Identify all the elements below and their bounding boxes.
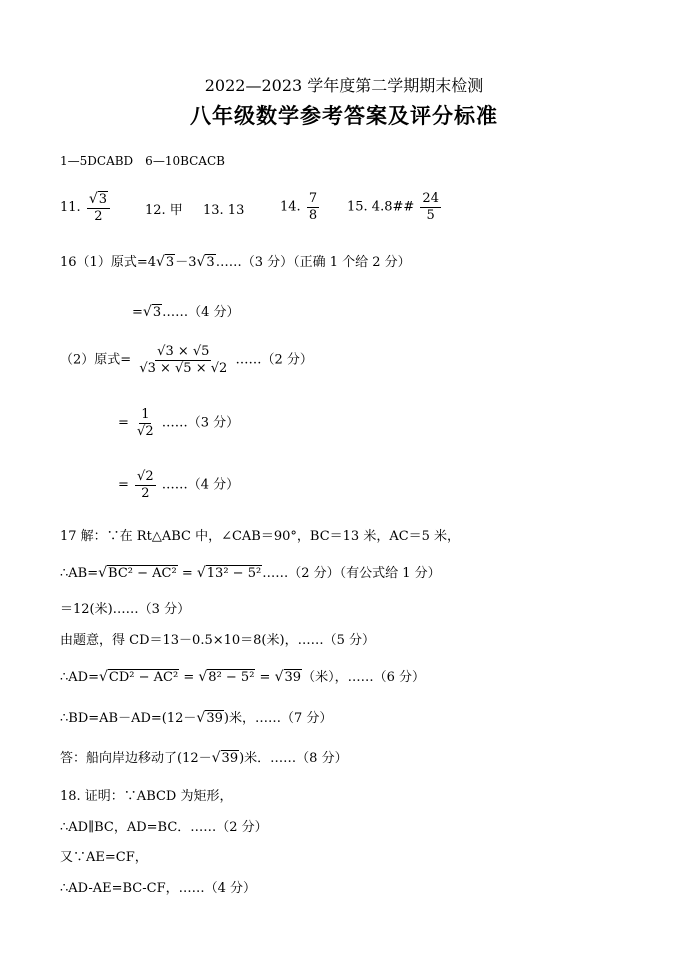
q17-line4: 由题意，得 CD＝13－0.5×10＝8(米)，……（5 分） [60, 633, 375, 648]
q16-p2-step3-note: ……（4 分） [161, 477, 240, 493]
q16-part2-line3 [118, 470, 239, 500]
q18-line4: ∴AD-AE=BC-CF，……（4 分） [60, 881, 256, 896]
q16-p2-step3-fraction [135, 470, 156, 500]
q16-p2-fraction [137, 345, 229, 375]
q16-p1-step2-note: ……（4 分） [162, 305, 240, 320]
q16-part2-line1 [60, 345, 313, 375]
q17-l5-eq1: = [179, 670, 199, 685]
q16-p1-label: 16（1）原式= [60, 255, 148, 270]
q11-label: 11. [60, 200, 81, 216]
q17-l6-radical: √39 [196, 710, 223, 726]
document-subtitle: 八年级数学参考答案及评分标准 [190, 104, 498, 128]
q16-p1-coef: 4 [147, 255, 156, 270]
q18-line2: ∴AD∥BC，AD=BC．……（2 分） [60, 820, 268, 835]
q18-line1: 18. 证明：∵ABCD 为矩形， [60, 789, 233, 804]
choice-answers: 1—5DCABD 6—10BCACB [60, 154, 225, 168]
q17-l2-note: ……（2 分）（有公式给 1 分） [262, 566, 441, 581]
q14-fraction [307, 192, 319, 222]
q11-fraction [87, 192, 110, 223]
fill-blank-row [60, 192, 112, 223]
q16-p1-radical2: √3 [196, 254, 215, 270]
q17-l7-radical: √39 [211, 750, 239, 766]
q17-l2-eq: = [177, 566, 197, 581]
q16-p2-step3-eq: = [118, 477, 129, 493]
q17-l6-note: )米，……（7 分） [223, 711, 333, 726]
q16-p2-step3-denominator: 2 [141, 485, 150, 501]
q15-answer [347, 192, 443, 222]
q16-p2-label: （2）原式= [60, 352, 132, 368]
q18-line3: 又∵AE=CF， [60, 850, 148, 865]
q16-p2-step2-numerator: 1 [141, 407, 150, 422]
q14-numerator: 7 [308, 191, 318, 206]
q16-p2-step2-note: ……（3 分） [161, 415, 240, 431]
q11-denominator: 2 [94, 208, 103, 224]
q16-p2-step2-fraction [135, 408, 156, 438]
q15-fraction [420, 192, 441, 222]
q16-p2-step2-denominator: √2 [137, 423, 154, 439]
q16-part1-line2 [132, 305, 240, 319]
q15-numerator: 24 [422, 191, 439, 206]
q17-l5-prefix: ∴AD= [60, 670, 99, 685]
q15-denominator: 5 [426, 207, 435, 223]
q17-l7-note: )米．……（8 分） [239, 751, 348, 766]
q17-line7 [60, 751, 348, 765]
q17-l5-eq2: = [255, 670, 275, 685]
q15-label: 15. 4.8## [347, 199, 415, 215]
q17-line1: 17 解：∵在 Rt△ABC 中，∠CAB＝90°，BC＝13 米，AC＝5 米， [60, 529, 461, 544]
q16-p1-radical1: √3 [156, 254, 175, 270]
q16-p1-eq: = [132, 305, 143, 320]
q17-l7-prefix: 答：船向岸边移动了(12－ [60, 751, 212, 766]
q16-p1-note: ……（3 分）（正确 1 个给 2 分） [215, 255, 411, 270]
q17-l2-radical2: √13² − 5² [196, 565, 262, 581]
q14-answer [280, 192, 321, 222]
document-title: 2022—2023 学年度第二学期期末检测 [204, 76, 484, 95]
q16-part1-line1 [60, 255, 411, 269]
q11-numerator: √3 [87, 192, 110, 209]
q16-p2-note: ……（2 分） [235, 352, 313, 368]
q17-line2 [60, 566, 441, 580]
q16-p2-numerator: √3 × √5 [157, 344, 210, 359]
q16-p1-result-radical: √3 [142, 304, 162, 320]
q17-l2-radical1: √BC² − AC² [98, 565, 177, 581]
q14-denominator: 8 [308, 207, 318, 223]
q17-l5-radical1: √CD² − AC² [98, 669, 179, 685]
q17-l5-note: （米），……（6 分） [302, 670, 425, 685]
q17-l5-radical2: √8² − 5² [198, 669, 255, 685]
q17-l2-prefix: ∴AB= [60, 566, 99, 581]
q13-answer: 13. 13 [203, 203, 245, 218]
q17-line6 [60, 711, 332, 725]
q16-part2-line2 [118, 408, 239, 438]
q17-line3: ＝12(米)……（3 分） [60, 602, 191, 617]
q14-label: 14. [280, 199, 301, 215]
q16-p1-minus: －3 [175, 255, 197, 270]
q17-l6-prefix: ∴BD=AB－AD=(12－ [60, 711, 197, 726]
q17-line5 [60, 670, 425, 684]
q16-p2-denominator: √3 × √5 × √2 [139, 360, 228, 376]
q16-p2-step3-numerator: √2 [137, 469, 154, 484]
q12-answer: 12. 甲 [145, 203, 183, 218]
q16-p2-step2-eq: = [118, 415, 129, 431]
q17-l5-radical3: √39 [274, 669, 302, 685]
